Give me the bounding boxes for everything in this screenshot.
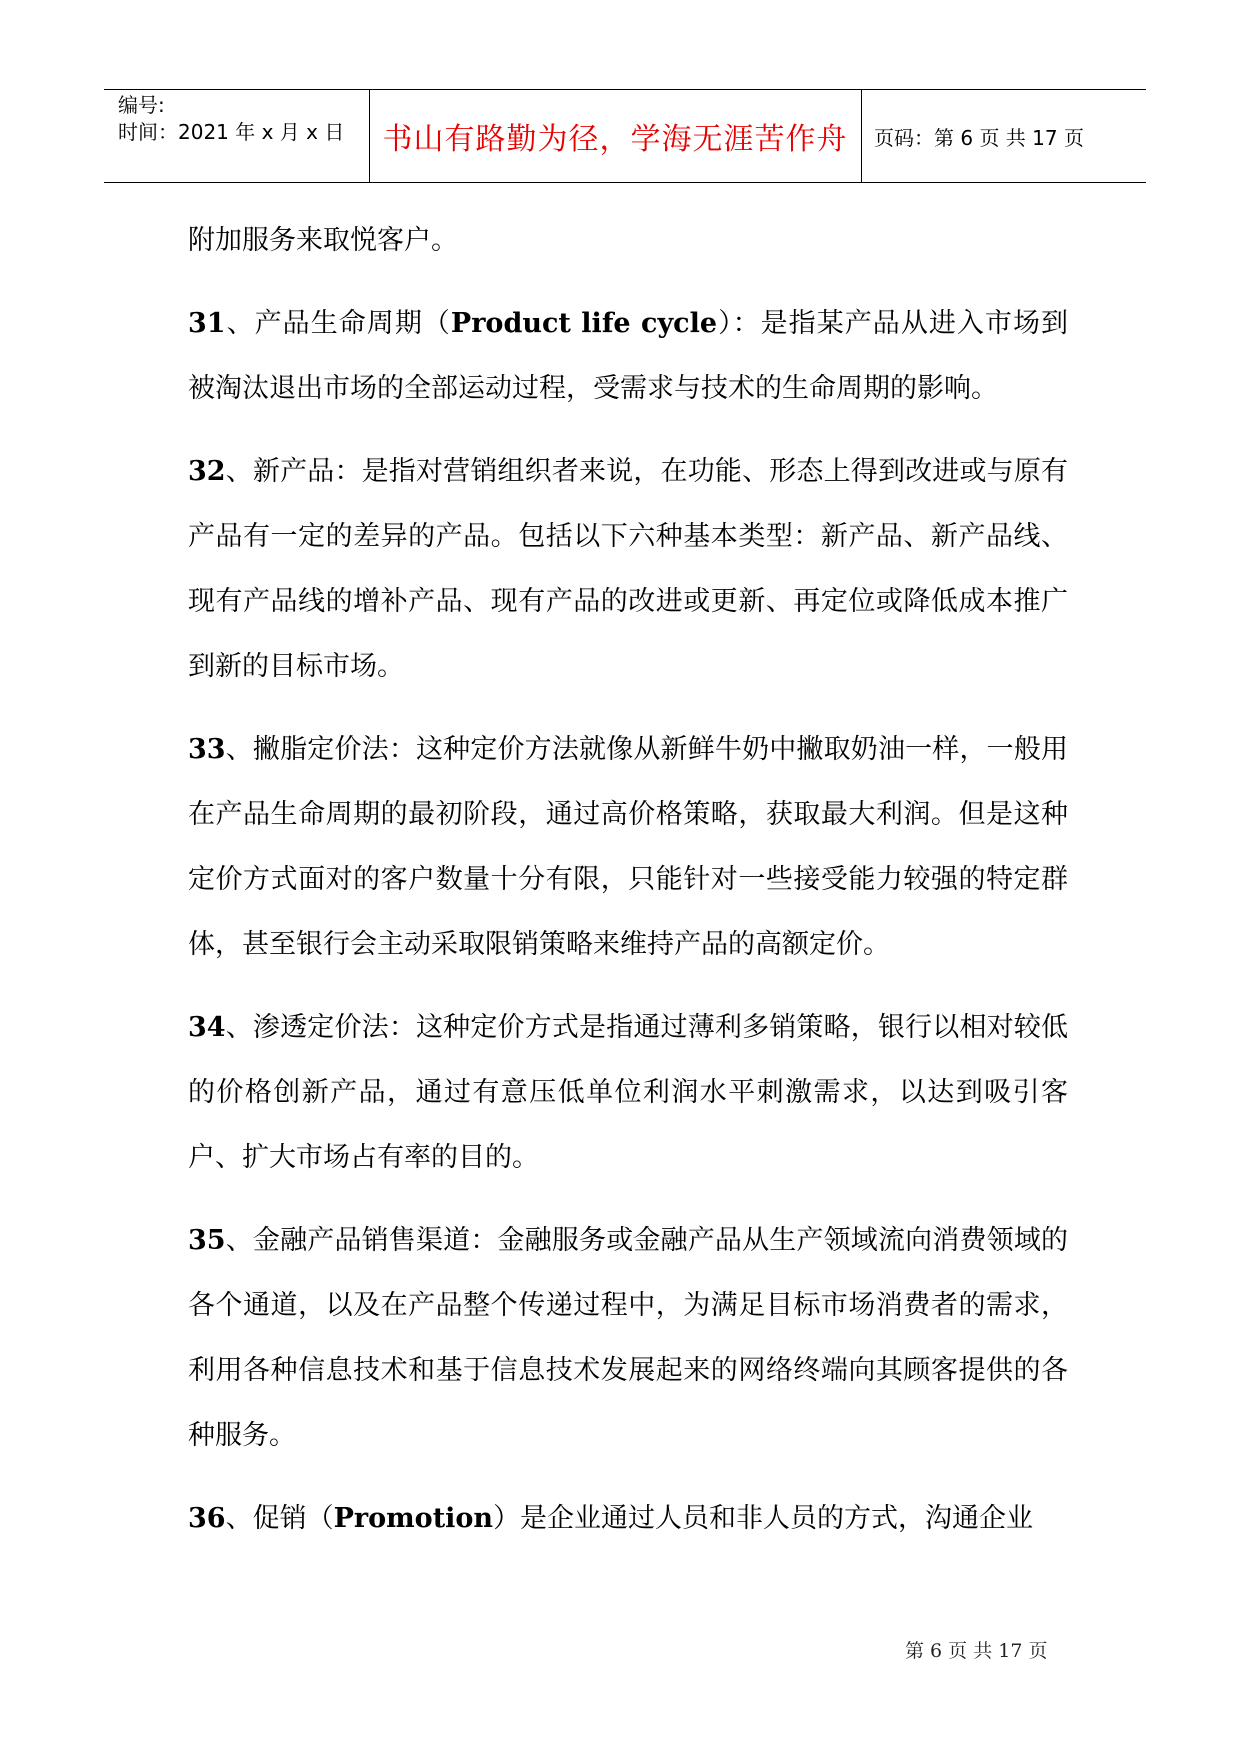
header-page-code: 页码：第 6 页 共 17 页 (874, 125, 1084, 150)
paragraph-text: ：这种定价方式是指通过薄利多销策略，银行以相对较低的价格创新产品，通过有意压低单位利润水平刺激需求，以达到吸引客户、扩大市场占有率的目的。 (188, 1012, 1069, 1173)
paragraph-text: ：是指对营销组织者来说，在功能、形态上得到改进或与原有产品有一定的差异的产品。包括以下六种基本类型：新产品、新产品线、现有产品线的增补产品、现有产品的改进或更新、再定位或降低成本推广到新的目标市场。 (188, 456, 1068, 682)
term-label: 、新产品 (225, 456, 335, 487)
paragraph-text: 附加服务来取悦客户。 (188, 225, 458, 256)
paragraph-34 (188, 995, 1068, 1190)
header-divider-right (861, 89, 862, 183)
footer-page-number: 第 6 页 共 17 页 (905, 1640, 1048, 1662)
paragraph-31 (188, 291, 1068, 421)
serial-label: 编号: (118, 93, 165, 117)
document-body (188, 208, 1068, 1551)
time-label: 时间：2021 年 x 月 x 日 (118, 120, 345, 144)
paragraph-text: ：金融服务或金融产品从生产领域流向消费领域的各个通道，以及在产品整个传递过程中，为满足目标市场消费者的需求，利用各种信息技术和基于信息技术发展起来的网络终端向其顾客提供的各种服务。 (188, 1225, 1068, 1451)
term-label: 、金融产品销售渠道 (225, 1225, 471, 1256)
item-number: 36 (188, 1503, 226, 1534)
term-label: 、撇脂定价法 (225, 734, 389, 765)
header-meta (118, 92, 344, 146)
item-number: 33 (188, 734, 226, 765)
item-number: 35 (188, 1225, 226, 1256)
term-english: Product life cycle (450, 308, 718, 339)
paragraph-text: ：这种定价方法就像从新鲜牛奶中撇取奶油一样，一般用在产品生命周期的最初阶段，通过高价格策略，获取最大利润。但是这种定价方式面对的客户数量十分有限，只能针对一些接受能力较强的特定群体，甚至银行会主动采取限销策略来维持产品的高额定价。 (188, 734, 1069, 960)
header-motto: 书山有路勤为径，学海无涯苦作舟 (382, 122, 848, 157)
paragraph-33 (188, 717, 1068, 977)
term-label: 、产品生命周期（ (225, 308, 451, 339)
paragraph-text: ）：是指某产品从进入市场到被淘汰退出市场的全部运动过程，受需求与技术的生命周期的影响。 (188, 308, 1069, 404)
term-label: 、促销（ (225, 1503, 334, 1534)
paragraph-35 (188, 1208, 1068, 1468)
term-english: Promotion (333, 1503, 494, 1534)
paragraph-36 (188, 1486, 1068, 1551)
paragraph-continued (188, 208, 1068, 273)
term-label: 、渗透定价法 (225, 1012, 389, 1043)
paragraph-text: ）是企业通过人员和非人员的方式，沟通企业 (493, 1503, 1034, 1534)
item-number: 32 (188, 456, 226, 487)
item-number: 34 (188, 1012, 226, 1043)
paragraph-32 (188, 439, 1068, 699)
item-number: 31 (188, 308, 226, 339)
